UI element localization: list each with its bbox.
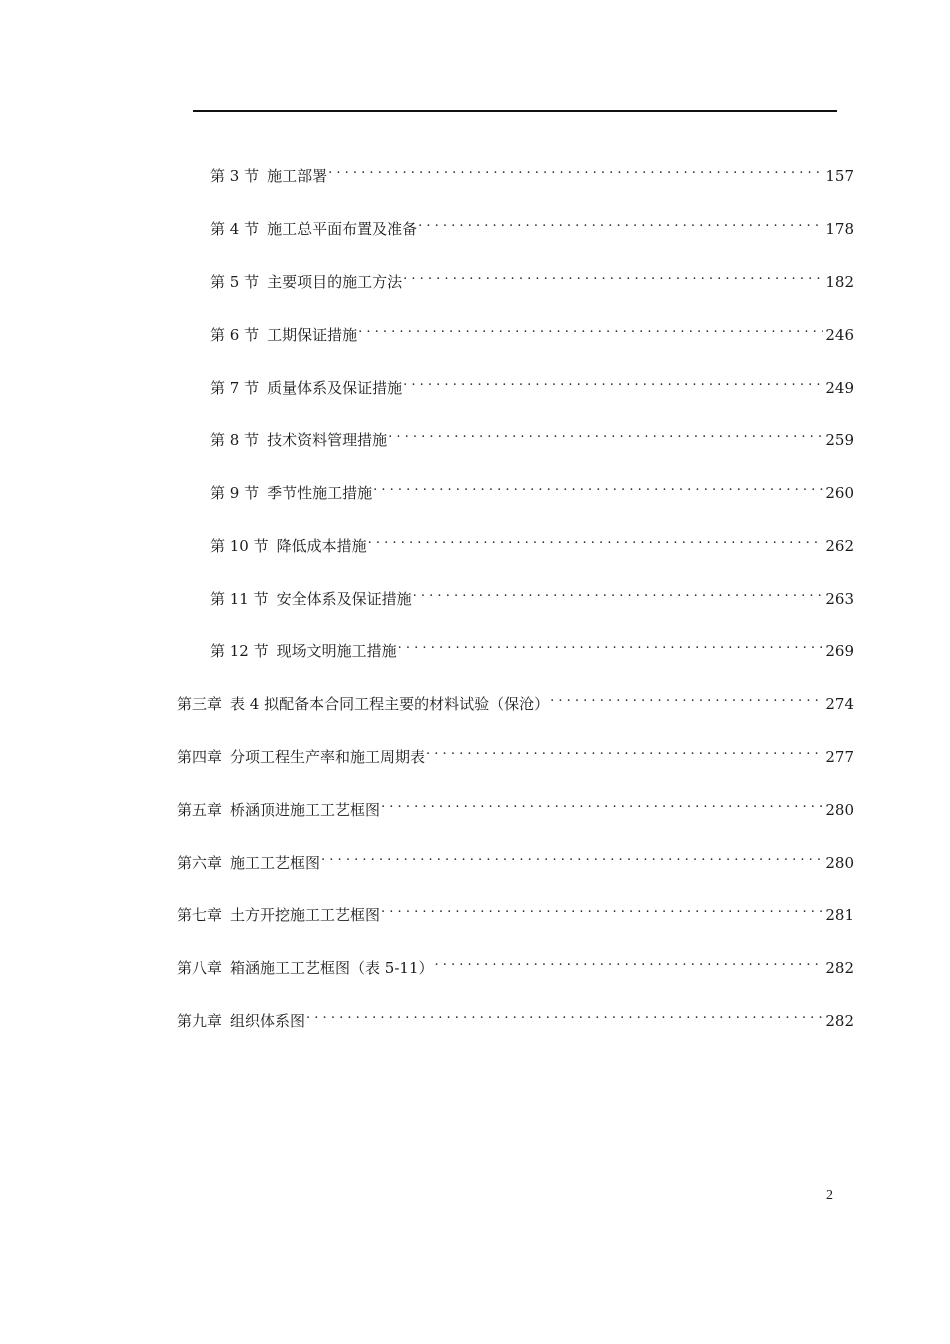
entry-number: 第九章 xyxy=(177,1012,223,1030)
entry-page: 157 xyxy=(825,167,854,185)
toc-entry[interactable] xyxy=(177,898,854,924)
entry-title: 工期保证措施 xyxy=(267,326,358,344)
entry-number: 第 4 节 xyxy=(210,220,260,238)
entry-page: 178 xyxy=(825,220,854,238)
entry-title: 施工部署 xyxy=(267,167,328,185)
entry-number: 第 3 节 xyxy=(210,167,260,185)
toc-entry[interactable] xyxy=(210,476,854,502)
entry-title: 施工总平面布置及准备 xyxy=(267,220,418,238)
entry-number: 第八章 xyxy=(177,959,223,977)
dot-leader xyxy=(327,159,823,181)
dot-leader xyxy=(380,793,823,815)
entry-title: 主要项目的施工方法 xyxy=(267,273,403,291)
entry-page: 281 xyxy=(825,906,854,924)
toc-entry[interactable] xyxy=(210,212,854,238)
entry-number: 第六章 xyxy=(177,854,223,872)
dot-leader xyxy=(320,846,823,868)
entry-title: 分项工程生产率和施工周期表 xyxy=(230,748,426,766)
entry-number: 第七章 xyxy=(177,906,223,924)
dot-leader xyxy=(433,951,823,973)
dot-leader xyxy=(549,687,823,709)
toc-entry[interactable] xyxy=(210,159,854,185)
entry-number: 第 12 节 xyxy=(210,642,269,660)
entry-page: 259 xyxy=(825,431,854,449)
entry-page: 246 xyxy=(825,326,854,344)
entry-page: 282 xyxy=(825,959,854,977)
entry-title: 现场文明施工措施 xyxy=(276,642,397,660)
dot-leader xyxy=(380,898,823,920)
entry-number: 第三章 xyxy=(177,695,223,713)
toc-entry[interactable] xyxy=(177,793,854,819)
toc-entry[interactable] xyxy=(210,582,854,608)
entry-number: 第 6 节 xyxy=(210,326,260,344)
entry-page: 282 xyxy=(825,1012,854,1030)
toc-entry[interactable] xyxy=(210,371,854,397)
dot-leader xyxy=(425,740,823,762)
toc-entry[interactable] xyxy=(210,265,854,291)
header-rule xyxy=(193,110,837,112)
entry-number: 第 5 节 xyxy=(210,273,260,291)
entry-number: 第五章 xyxy=(177,801,223,819)
toc-entry[interactable] xyxy=(210,318,854,344)
entry-number: 第 7 节 xyxy=(210,379,260,397)
entry-title: 组织体系图 xyxy=(230,1012,306,1030)
dot-leader xyxy=(357,318,823,340)
entry-page: 269 xyxy=(825,642,854,660)
dot-leader xyxy=(412,582,824,604)
entry-title: 质量体系及保证措施 xyxy=(267,379,403,397)
toc-entry[interactable] xyxy=(177,846,854,872)
entry-page: 280 xyxy=(825,801,854,819)
entry-page: 280 xyxy=(825,854,854,872)
dot-leader xyxy=(367,529,824,551)
entry-number: 第 8 节 xyxy=(210,431,260,449)
toc-entry[interactable] xyxy=(210,423,854,449)
entry-number: 第 11 节 xyxy=(210,590,269,608)
entry-title: 桥涵顶进施工工艺框图 xyxy=(230,801,381,819)
entry-title: 箱涵施工工艺框图（表 5-11） xyxy=(230,959,434,977)
entry-number: 第 10 节 xyxy=(210,537,269,555)
page-number: 2 xyxy=(826,1188,833,1203)
dot-leader xyxy=(402,265,823,287)
toc-entry[interactable] xyxy=(177,687,854,713)
entry-title: 季节性施工措施 xyxy=(267,484,373,502)
toc-entry[interactable] xyxy=(177,951,854,977)
dot-leader xyxy=(387,423,823,445)
toc-entry[interactable] xyxy=(177,740,854,766)
dot-leader xyxy=(417,212,823,234)
toc-entry[interactable] xyxy=(210,634,854,660)
entry-page: 274 xyxy=(825,695,854,713)
entry-page: 182 xyxy=(825,273,854,291)
dot-leader xyxy=(402,371,823,393)
entry-title: 表 4 拟配备本合同工程主要的材料试验（保沧） xyxy=(230,695,550,713)
entry-page: 263 xyxy=(825,590,854,608)
entry-title: 降低成本措施 xyxy=(276,537,367,555)
dot-leader xyxy=(372,476,823,498)
dot-leader xyxy=(397,634,824,656)
entry-page: 260 xyxy=(825,484,854,502)
entry-page: 249 xyxy=(825,379,854,397)
entry-title: 安全体系及保证措施 xyxy=(276,590,412,608)
entry-number: 第四章 xyxy=(177,748,223,766)
toc-entry[interactable] xyxy=(177,1004,854,1030)
entry-page: 262 xyxy=(825,537,854,555)
entry-title: 技术资料管理措施 xyxy=(267,431,388,449)
dot-leader xyxy=(305,1004,823,1026)
toc-entry[interactable] xyxy=(210,529,854,555)
entry-title: 施工工艺框图 xyxy=(230,854,321,872)
entry-number: 第 9 节 xyxy=(210,484,260,502)
entry-page: 277 xyxy=(825,748,854,766)
entry-title: 土方开挖施工工艺框图 xyxy=(230,906,381,924)
